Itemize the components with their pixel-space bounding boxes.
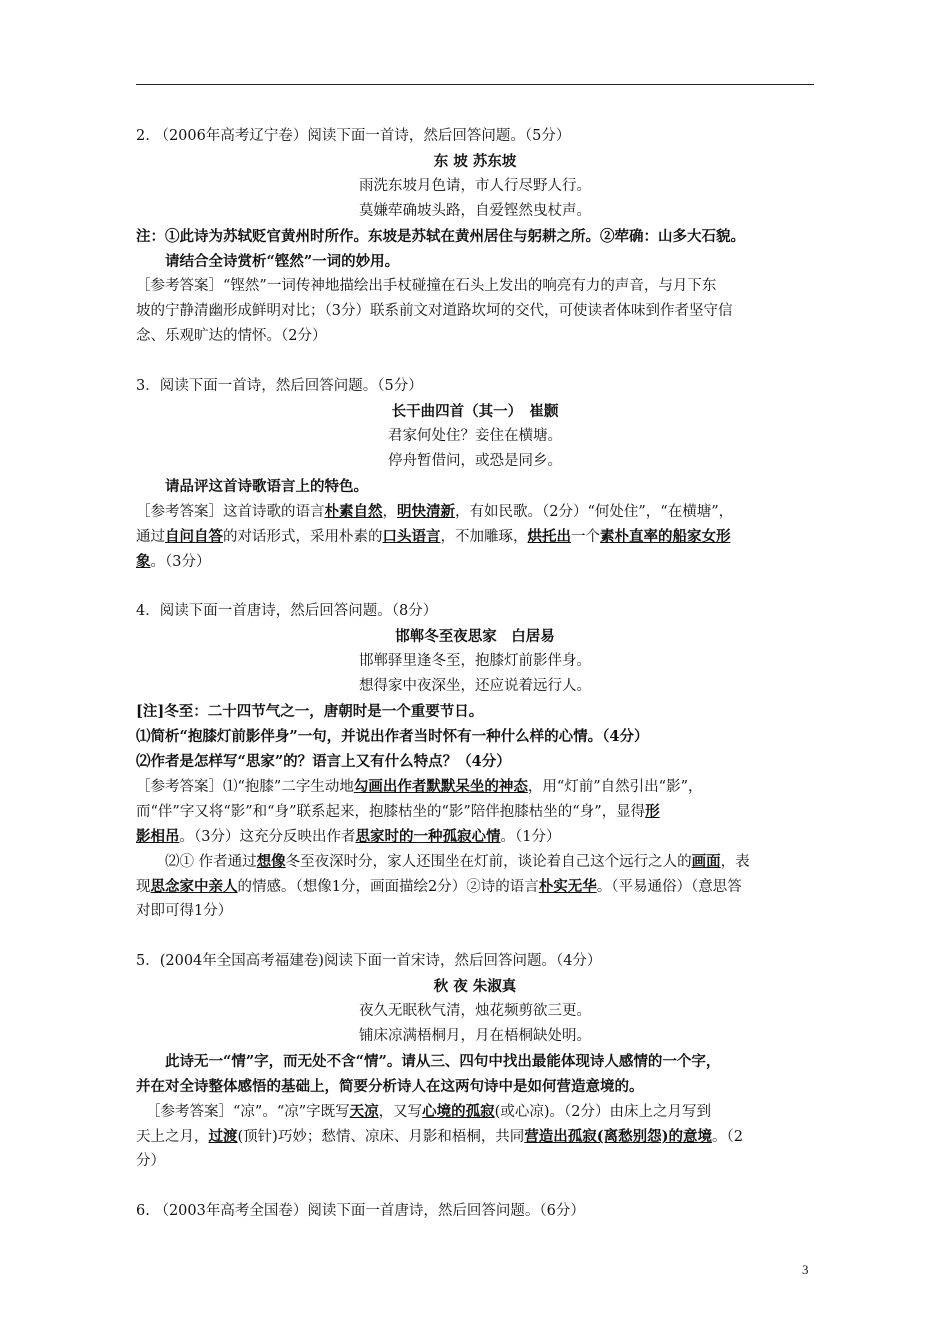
q3-poem-line-2: 停舟暂借问，或恐是同乡。 (388, 453, 562, 469)
q5-poem-title: 秋 夜 朱淑真 (433, 978, 517, 995)
q3-answer-line-3 (136, 549, 814, 574)
answer-text: (或心凉)。（2分）由床上之月写到 (494, 1104, 711, 1120)
q4-answer-line-4 (136, 849, 814, 874)
answer-text: 一个 (571, 529, 600, 545)
q4-note: [注]冬至：二十四节气之一，唐朝时是一个重要节日。 (136, 703, 484, 720)
answer-keyword: 烘托出 (527, 528, 571, 545)
q5-header: 5．(2004年全国高考福建卷)阅读下面一首宋诗，然后回答问题。（4分） (136, 953, 602, 969)
q5-poem-line-1: 夜久无眠秋气清，烛花频剪欲三更。 (359, 1003, 591, 1019)
q3-poem-title: 长干曲四首（其一） 崔颢 (391, 403, 559, 420)
answer-text: 。（1分） (500, 829, 561, 845)
answer-text: 。（3分）这充分反映出作者 (179, 829, 356, 845)
q4-subquestion-2: ⑵作者是怎样写“思家”的？语言上又有什么特点？（4分） (136, 753, 511, 770)
q5-answer-line-1 (136, 1099, 814, 1124)
answer-text: 现 (136, 879, 151, 895)
answer-text: ，用“灯前”自然引出“影”， (527, 779, 703, 795)
q2-poem-title: 东 坡 苏东坡 (433, 153, 517, 170)
page-number: 3 (802, 1262, 809, 1277)
answer-text: 的对话形式，采用朴素的 (223, 529, 383, 545)
q2-note: 注：①此诗为苏轼贬官黄州时所作。东坡是苏轼在黄州居住与躬耕之所。②荦确：山多大石貌。 (136, 228, 745, 245)
q2-answer-line-2: 坡的宁静清幽形成鲜明对比；（3分）联系前文对道路坎坷的交代，可使读者体味到作者坚守信 (136, 303, 733, 319)
answer-keyword: 口头语言 (382, 528, 441, 545)
answer-keyword: 过渡 (208, 1128, 238, 1145)
q4-answer-line-3 (136, 824, 814, 849)
answer-keyword: 象 (136, 553, 151, 570)
answer-keyword: 天凉 (349, 1103, 379, 1120)
answer-keyword: 朴实无华 (538, 878, 597, 895)
q3-answer-line-2 (136, 524, 814, 549)
answer-keyword: 画面 (691, 853, 721, 870)
answer-text: ，不加雕琢， (440, 529, 528, 545)
answer-text: 而“伴”字又将“影”和“身”联系起来，抱膝枯坐的“影”陪伴抱膝枯坐的“身”，显得 (136, 804, 646, 820)
q2-answer-line-3: 念、乐观旷达的情怀。（2分） (136, 328, 327, 344)
q3-header: 3．阅读下面一首诗，然后回答问题。（5分） (136, 378, 423, 394)
q4-poem-line-2: 想得家中夜深坐，还应说着远行人。 (359, 678, 591, 694)
q4-header: 4．阅读下面一首唐诗，然后回答问题。（8分） (136, 603, 438, 619)
answer-keyword: 影相吊 (136, 828, 180, 845)
answer-text: 。（3分） (150, 554, 211, 570)
answer-text: ⑵① 作者通过 (165, 854, 257, 870)
answer-keyword: 素朴直率的船家女形 (600, 528, 731, 545)
answer-keyword: 明快清新 (397, 503, 455, 520)
answer-text: ，又写 (378, 1104, 423, 1120)
q2-poem-line-1: 雨洗东坡月色请，市人行尽野人行。 (359, 178, 591, 194)
answer-text: 。（平易通俗）（意思答 (596, 879, 742, 895)
q5-answer-line-3: 分） (136, 1153, 165, 1169)
answer-text: ［参考答案］⑴“抱膝”二字生动地 (136, 779, 354, 795)
q2-prompt: 请结合全诗赏析“铿然”一词的妙用。 (165, 253, 400, 270)
q5-answer-line-2 (136, 1124, 814, 1149)
answer-text: 的情感。（想像1分，画面描绘2分）②诗的语言 (237, 879, 539, 895)
answer-keyword: 心境的孤寂 (422, 1103, 495, 1120)
q4-poem-title: 邯郸冬至夜思家 白居易 (395, 628, 555, 645)
answer-keyword: 勾画出作者默默呆坐的神态 (353, 778, 528, 795)
q3-prompt: 请品评这首诗歌语言上的特色。 (165, 478, 368, 495)
answer-text: ， (382, 504, 397, 520)
answer-keyword: 想像 (256, 853, 286, 870)
q4-poem-line-1: 邯郸驿里逢冬至，抱膝灯前影伴身。 (359, 653, 591, 669)
q2-answer-line-1: ［参考答案］“铿然”一词传神地描绘出手杖碰撞在石头上发出的响亮有力的声音，与月下东 (136, 278, 717, 294)
q2-poem-line-2: 莫嫌荦确坡头路，自爱铿然曳杖声。 (359, 203, 591, 219)
document-body (136, 124, 814, 1224)
q4-subquestion-1: ⑴简析“抱膝灯前影伴身”一句，并说出作者当时怀有一种什么样的心情。（4分） (136, 728, 649, 745)
answer-text: 天上之月， (136, 1129, 209, 1145)
answer-keyword: 形 (645, 803, 660, 820)
answer-keyword: 营造出孤寂(离愁别怨)的意境 (524, 1128, 713, 1145)
answer-keyword: 思家时的一种孤寂心情 (355, 828, 501, 845)
answer-text: 通过 (136, 529, 165, 545)
q3-poem-line-1: 君家何处住？妾住在横塘。 (388, 428, 562, 444)
answer-text: ［参考答案］这首诗歌的语言 (136, 504, 325, 520)
answer-text: ，表 (720, 854, 750, 870)
answer-keyword: 自问自答 (165, 528, 223, 545)
q2-header: 2. （2006年高考辽宁卷）阅读下面一首诗，然后回答问题。（5分） (136, 128, 571, 144)
answer-text: 。（2 (712, 1129, 744, 1145)
answer-text: (顶针)巧妙；愁情、凉床、月影和梧桐，共同 (237, 1129, 525, 1145)
answer-text: 冬至夜深时分，家人还围坐在灯前，谈论着自己这个远行之人的 (285, 854, 692, 870)
q5-prompt-line-2: 并在对全诗整体感悟的基础上，简要分析诗人在这两句诗中是如何营造意境的。 (136, 1078, 644, 1095)
answer-keyword: 思念家中亲人 (150, 878, 238, 895)
answer-text: ［参考答案］“凉”。“凉”字既写 (146, 1104, 350, 1120)
header-rule (136, 84, 814, 85)
answer-text: ，有如民歌。（2分）“何处住”，“在横塘”， (455, 504, 734, 520)
q3-answer-line-1 (136, 499, 814, 524)
q4-answer-line-5 (136, 874, 814, 899)
q4-answer-line-1 (136, 774, 814, 799)
q5-prompt-line-1: 此诗无一“情”字，而无处不含“情”。请从三、四句中找出最能体现诗人感情的一个字， (165, 1053, 721, 1070)
q4-answer-line-6: 对即可得1分） (136, 903, 233, 919)
q4-answer-line-2 (136, 799, 814, 824)
q6-header: 6. （2003年高考全国卷）阅读下面一首唐诗，然后回答问题。（6分） (136, 1203, 585, 1219)
q5-poem-line-2: 铺床凉满梧桐月，月在梧桐缺处明。 (359, 1028, 591, 1044)
answer-keyword: 朴素自然 (324, 503, 383, 520)
